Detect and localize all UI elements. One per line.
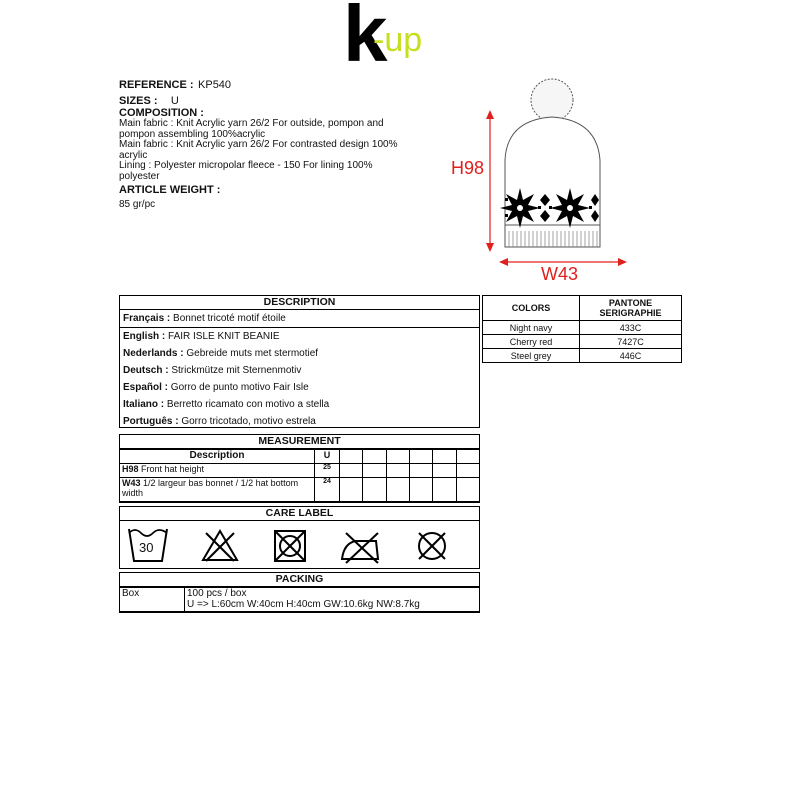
description-row [120, 396, 479, 413]
description-row [120, 379, 479, 396]
pompom [531, 79, 573, 121]
measurement-code: H98 [122, 464, 139, 474]
description-title: DESCRIPTION [120, 296, 479, 310]
height-dimension [486, 110, 494, 252]
lang-label: Español : [123, 382, 169, 393]
color-name: Steel grey [483, 349, 580, 363]
measurement-desc [120, 464, 315, 478]
packing-details [185, 588, 480, 613]
lang-text: Gebreide muts met stermotief [183, 348, 319, 359]
no-iron-icon [338, 527, 384, 565]
width-label: W43 [541, 264, 579, 284]
color-code: 446C [580, 349, 682, 363]
pantone-label: PANTONE [608, 298, 653, 308]
measurement-table [119, 449, 480, 502]
reference-label: REFERENCE : [119, 79, 194, 91]
lang-label: English : [123, 331, 166, 342]
color-code: 7427C [580, 335, 682, 349]
weight-label: ARTICLE WEIGHT : [119, 184, 221, 196]
composition-line: Main fabric : Knit Acrylic yarn 26/2 For outside, pompon and pompon assembling 100%acrylic [119, 118, 384, 140]
height-label: H98 [451, 158, 485, 178]
lang-label: Italiano : [123, 399, 165, 410]
measurement-text: Front hat height [138, 464, 205, 474]
color-name: Cherry red [483, 335, 580, 349]
sizes-value: U [170, 95, 179, 107]
pantone-header [580, 296, 682, 321]
measurement-title: MEASUREMENT [120, 435, 479, 449]
lang-text: Berretto ricamato con motivo a stella [164, 399, 330, 410]
color-code: 433C [580, 321, 682, 335]
description-row [120, 345, 479, 362]
hat-rib [505, 225, 600, 247]
brand-logo [343, 0, 443, 78]
lang-text: Strickmütze mit Sternenmotiv [168, 365, 302, 376]
composition-line: Lining : Polyester micropolar fleece - 150 For lining 100% polyester [119, 160, 373, 182]
lang-text: Gorro de punto motivo Fair Isle [168, 382, 309, 393]
color-name: Night navy [483, 321, 580, 335]
packing-box [119, 572, 480, 612]
lang-label: Português : [123, 416, 179, 427]
composition-label: COMPOSITION : [119, 107, 204, 119]
measurement-code: W43 [122, 478, 141, 488]
lang-label: Deutsch : [123, 365, 169, 376]
measurement-desc [120, 478, 315, 502]
sizes-label: SIZES : [119, 95, 158, 107]
packing-line1: 100 pcs / box [187, 588, 247, 599]
measurement-size-header: U [315, 450, 340, 464]
logo-k: k [343, 0, 388, 78]
measurement-desc-header: Description [120, 450, 315, 464]
lang-text: FAIR ISLE KNIT BEANIE [165, 331, 280, 342]
description-row [120, 310, 479, 328]
logo-up: -up [373, 21, 423, 59]
description-row [120, 328, 479, 345]
lang-text: Gorro tricotado, motivo estrela [178, 416, 316, 427]
no-tumble-dry-icon [271, 527, 309, 565]
colors-table [482, 295, 682, 363]
colors-header: COLORS [483, 296, 580, 321]
measurement-text: 1/2 largeur bas bonnet / 1/2 hat bottom width [122, 478, 299, 498]
description-box [119, 295, 480, 428]
lang-label: Français : [123, 313, 171, 324]
reference-value: KP540 [198, 79, 232, 91]
description-row [120, 362, 479, 379]
packing-table [119, 587, 480, 613]
measurement-box [119, 434, 480, 503]
info-block [119, 75, 409, 210]
weight-value: 85 gr/pc [119, 199, 156, 210]
no-bleach-icon [200, 527, 240, 565]
description-row [120, 413, 479, 430]
packing-line2: U => L:60cm W:40cm H:40cm GW:10.6kg NW:8.7kg [187, 599, 420, 610]
lang-text: Bonnet tricoté motif étoile [170, 313, 286, 324]
wash-temp: 30 [139, 540, 154, 555]
serigraphie-label: SERIGRAPHIE [599, 308, 662, 318]
measurement-value: 24 [315, 478, 340, 502]
composition-line: Main fabric : Knit Acrylic yarn 26/2 For contrasted design 100% acrylic [119, 139, 398, 161]
lang-label: Nederlands : [123, 348, 184, 359]
measurement-value: 25 [315, 464, 340, 478]
care-label-box [119, 506, 480, 569]
packing-label: Box [120, 588, 185, 613]
care-title: CARE LABEL [120, 507, 479, 521]
no-dry-clean-icon [413, 527, 451, 565]
packing-title: PACKING [120, 573, 479, 587]
